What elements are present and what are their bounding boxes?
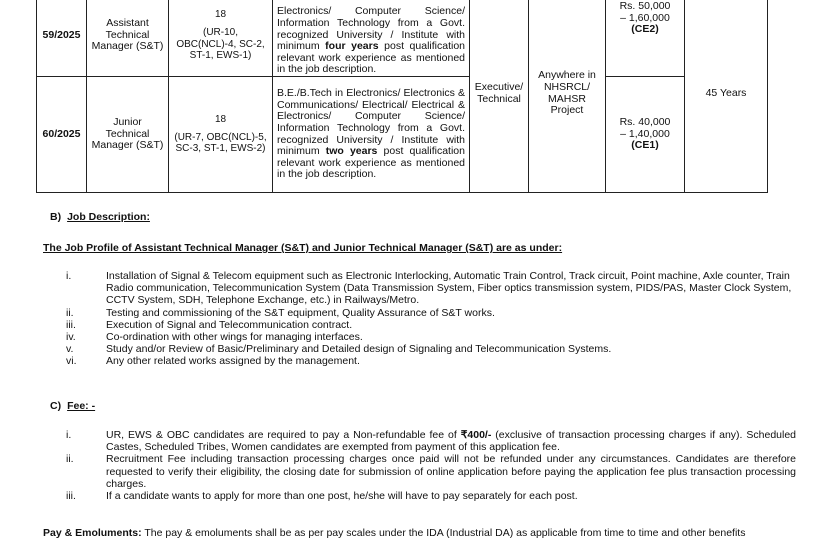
fee-amount: ₹400/- xyxy=(460,429,492,441)
list-number: iv. xyxy=(66,331,76,344)
place-cell: Anywhere in NHSRCL/ MAHSR Project xyxy=(529,0,606,193)
section-title: Fee: - xyxy=(67,400,96,412)
eligibility-cell xyxy=(273,77,470,193)
pay-range: – 1,60,000 xyxy=(620,11,670,24)
pay-label: Pay & Emoluments: xyxy=(43,527,142,539)
nature-cell: Executive/ Technical xyxy=(470,0,529,193)
list-item xyxy=(66,453,796,490)
list-item xyxy=(66,319,796,331)
list-item xyxy=(66,270,796,307)
eligibility-text: B.E./B.Tech in Electronics/ Electronics & Communications/ Electrical/ Electrical & Electronics/ Computer Science/ Information Technology from a Govt. recognized University / Institute with minimum xyxy=(277,87,465,158)
eligibility-cell xyxy=(273,0,470,77)
list-number: iii. xyxy=(66,318,76,331)
list-item xyxy=(66,429,796,453)
section-label: B) xyxy=(50,211,62,223)
pay-range: – 1,40,000 xyxy=(620,127,670,140)
pay-level: (CE2) xyxy=(631,23,659,36)
list-item xyxy=(66,343,796,355)
pay-cell xyxy=(606,0,685,77)
vacancies-total: 18 xyxy=(214,9,227,21)
pay-text: The pay & emoluments shall be as per pay scales under the IDA (Industrial DA) as applicable from time to time and other benefits xyxy=(144,527,746,539)
list-number: iii. xyxy=(66,490,76,503)
pay-range: Rs. 40,000 xyxy=(619,116,671,129)
vacancies-total: 18 xyxy=(214,114,227,126)
vacancies-breakup: (UR-7, OBC(NCL)-5, SC-3, ST-1, EWS-2) xyxy=(174,131,267,155)
list-item xyxy=(66,355,796,367)
list-number: ii. xyxy=(66,453,74,466)
list-number: v. xyxy=(66,343,74,356)
list-number: ii. xyxy=(66,306,74,319)
fee-list xyxy=(66,429,796,502)
job-description-list xyxy=(66,270,796,368)
eligibility-years: four years xyxy=(325,40,379,53)
table-row xyxy=(37,0,768,77)
section-label: C) xyxy=(50,400,62,412)
list-item xyxy=(66,490,796,502)
pay-range: Rs. 50,000 xyxy=(619,0,671,12)
job-profile-heading: The Job Profile of Assistant Technical Manager (S&T) and Junior Technical Manager (S&T) are as under: xyxy=(43,242,563,254)
list-number: i. xyxy=(66,429,72,441)
vacancies-cell xyxy=(169,77,273,193)
list-number: i. xyxy=(66,270,72,282)
list-item xyxy=(66,307,796,319)
list-text: (exclusive of transaction processing charges if any). Scheduled Castes, Scheduled Tribes, Women candidates are exempted from payment of this application fee. xyxy=(106,429,797,454)
list-text: Any other related works assigned by the management. xyxy=(106,355,360,368)
list-text: Study and/or Review of Basic/Preliminary and Detailed design of Signaling and Telecommunication Systems. xyxy=(106,343,612,356)
post-name: Junior Technical Manager (S&T) xyxy=(87,77,169,193)
eligibility-years: two years xyxy=(325,145,378,158)
list-text: UR, EWS & OBC candidates are required to pay a Non-refundable fee of xyxy=(106,429,457,441)
list-text: Installation of Signal & Telecom equipment such as Electronic Interlocking, Automatic Train Control, Track circuit, Point machine, Axle counter, Train Radio communication, Telecommunication System (Data Transmission System, Fiber optics transmission system, PIDS/PAS, Master Clock System, CCTV System, SDH, Telephone Exchange, etc.) in Railways/Metro. xyxy=(106,270,792,307)
eligibility-text: post qualification relevant work experience as mentioned in the job description. xyxy=(277,40,465,76)
eligibility-text: post qualification relevant work experience as mentioned in the job description. xyxy=(277,145,465,181)
list-text: Execution of Signal and Telecommunication contract. xyxy=(106,318,353,331)
list-number: vi. xyxy=(66,355,77,368)
post-code: 60/2025 xyxy=(37,77,87,193)
pay-level: (CE1) xyxy=(631,139,659,152)
list-text: If a candidate wants to apply for more than one post, he/she will have to pay separately for each post. xyxy=(106,490,578,503)
list-text: Recruitment Fee including transaction processing charges once paid will not be refunded under any circumstances. Candidates are therefore requested to verify their eligibility, the closing date for submission of online application before paying the application fee plus transaction processing charges. xyxy=(106,453,796,490)
vacancies-breakup: (UR-10, OBC(NCL)-4, SC-2, ST-1, EWS-1) xyxy=(176,26,265,62)
eligibility-text: Electronics/ Computer Science/ Information Technology from a Govt. recognized University / Institute with minimum xyxy=(277,5,465,53)
vacancy-table xyxy=(36,0,768,193)
list-text: Co-ordination with other wings for managing interfaces. xyxy=(106,331,363,344)
table-row xyxy=(37,77,768,193)
section-title: Job Description: xyxy=(67,211,150,223)
list-item xyxy=(66,331,796,343)
list-text: Testing and commissioning of the S&T equipment, Quality Assurance of S&T works. xyxy=(106,306,495,319)
post-name: Assistant Technical Manager (S&T) xyxy=(87,0,169,77)
pay-emoluments-paragraph xyxy=(43,527,813,540)
section-b-title xyxy=(50,211,150,223)
pay-cell xyxy=(606,77,685,193)
post-code: 59/2025 xyxy=(37,0,87,77)
age-cell: 45 Years xyxy=(685,0,768,193)
vacancies-cell xyxy=(169,0,273,77)
section-c-title xyxy=(50,400,95,412)
